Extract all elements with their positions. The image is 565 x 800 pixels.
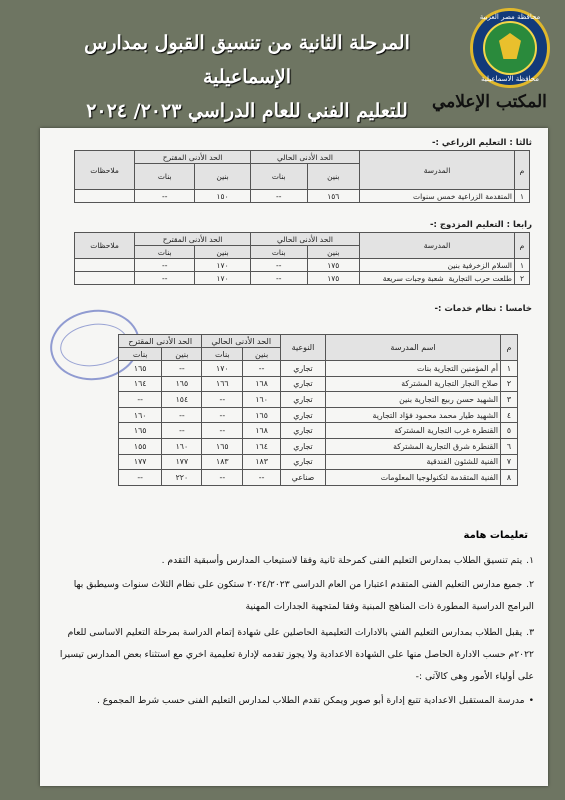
cell-prop-boys: ١٧٧ (162, 454, 202, 470)
cell-school: المتقدمة الزراعية خمس سنوات (360, 190, 515, 203)
cell-cur-girls: -- (250, 190, 307, 203)
cell-school: القنطرة شرق التجارية المشتركة (326, 438, 501, 454)
cell-num: ٢ (515, 272, 530, 285)
col-girls: بنات (202, 348, 243, 361)
cell-cur-girls: -- (202, 423, 243, 439)
cell-prop-boys: ١٥٤ (162, 392, 202, 408)
table-row (119, 392, 518, 408)
col-boys: بنين (307, 164, 359, 190)
table-row (119, 407, 518, 423)
school-branch: شعبة وجبات سريعة (382, 273, 444, 283)
cell-cur-girls: ١٨٣ (202, 454, 243, 470)
cell-cur-girls: ١٧٠ (202, 361, 243, 377)
col-proposed: الحد الأدنى المقترح (135, 233, 251, 246)
instructions-heading: تعليمات هامة (463, 530, 528, 541)
col-current: الحد الأدنى الحالي (250, 233, 359, 246)
cell-prop-boys: ١٦٥ (162, 376, 202, 392)
title-line-2: للتعليم الفني للعام الدراسي ٢٠٢٣/ ٢٠٢٤ (86, 100, 408, 122)
col-current: الحد الأدنى الحالي (250, 151, 359, 164)
col-girls: بنات (250, 164, 307, 190)
cell-prop-girls: -- (119, 470, 162, 486)
col-proposed: الحد الأدنى المقترح (135, 151, 251, 164)
cell-prop-boys: ١٧٠ (195, 259, 251, 272)
cell-type: تجاري (281, 423, 326, 439)
cell-school (360, 272, 515, 285)
col-boys: بنين (195, 246, 251, 259)
cell-notes (75, 259, 135, 272)
item-text: جميع مدارس التعليم الفنى المتقدم اعتبارا من العام الدراسى ٢٠٢٤/٢٠٢٣ ستكون على نظام الثلاث سنوات وسيطبق بها البرامج الدراسية المطورة ذات المناهج المبنية وفقا لمتجهية الجدارات المهنية (73, 579, 534, 612)
agri-table (74, 150, 530, 203)
cell-school: القنطرة غرب التجارية المشتركة (326, 423, 501, 439)
services-table (118, 334, 518, 486)
table-row (75, 259, 530, 272)
cell-cur-boys: ١٧٥ (307, 259, 359, 272)
dual-table (74, 232, 530, 285)
eagle-icon (499, 33, 521, 59)
cell-prop-girls: -- (135, 259, 195, 272)
col-girls: بنات (250, 246, 307, 259)
table-row (119, 376, 518, 392)
cell-prop-boys: ٢٢٠ (162, 470, 202, 486)
cell-school: الفنية المتقدمة لتكنولوجيا المعلومات (326, 470, 501, 486)
cell-notes (75, 190, 135, 203)
cell-prop-boys: -- (162, 361, 202, 377)
col-school: المدرسة (360, 233, 515, 259)
bullet: • (528, 695, 534, 706)
cell-prop-boys: -- (162, 407, 202, 423)
cell-cur-boys: ١٦٠ (243, 392, 281, 408)
table-row (119, 454, 518, 470)
instruction-item (52, 622, 534, 688)
cell-cur-girls: -- (250, 259, 307, 272)
col-num: م (501, 335, 518, 361)
cell-prop-girls: -- (135, 272, 195, 285)
services-heading: خامسا : نظام خدمات :- (434, 304, 532, 314)
table-row (75, 272, 530, 285)
col-proposed: الحد الأدنى المقترح (119, 335, 202, 348)
cell-type: تجاري (281, 392, 326, 408)
instruction-item (52, 574, 534, 618)
cell-cur-girls: -- (202, 470, 243, 486)
cell-num: ٣ (501, 392, 518, 408)
cell-prop-boys: ١٥٠ (195, 190, 251, 203)
page-title (47, 26, 447, 128)
cell-cur-boys: ١٦٥ (243, 407, 281, 423)
col-type: النوعية (281, 335, 326, 361)
cell-prop-boys: -- (162, 423, 202, 439)
cell-school: الفنية للشئون الفندقية (326, 454, 501, 470)
school-name: طلعت حرب التجارية (448, 273, 512, 283)
cell-cur-boys: ١٦٨ (243, 376, 281, 392)
cell-cur-girls: ١٦٥ (202, 438, 243, 454)
logo-top-text: محافظة مصر العربية (479, 13, 541, 21)
instruction-item (52, 550, 534, 572)
col-girls: بنات (135, 164, 195, 190)
cell-type: صناعي (281, 470, 326, 486)
cell-school: الشهيد طيار محمد محمود فؤاد التجارية (326, 407, 501, 423)
cell-cur-boys: ١٦٤ (243, 438, 281, 454)
governorate-logo (470, 8, 550, 88)
cell-cur-girls: -- (202, 392, 243, 408)
cell-type: تجاري (281, 438, 326, 454)
cell-num: ١ (515, 259, 530, 272)
cell-prop-boys: ١٦٠ (162, 438, 202, 454)
item-number: ٢. (526, 579, 534, 590)
table-row (119, 361, 518, 377)
cell-notes (75, 272, 135, 285)
agri-heading: ثالثا : التعليم الزراعي :- (432, 138, 532, 148)
col-boys: بنين (243, 348, 281, 361)
table-row (119, 423, 518, 439)
cell-num: ٥ (501, 423, 518, 439)
col-num: م (515, 233, 530, 259)
cell-prop-girls: -- (135, 190, 195, 203)
title-line-1: المرحلة الثانية من تنسيق القبول بمدارس الإسماعيلية (84, 32, 410, 88)
cell-school: الشهيد حسن ربيع التجارية بنين (326, 392, 501, 408)
document-paper (40, 128, 548, 786)
cell-cur-boys: ١٦٨ (243, 423, 281, 439)
col-school: اسم المدرسة (326, 335, 501, 361)
col-boys: بنين (162, 348, 202, 361)
cell-prop-girls: -- (119, 392, 162, 408)
cell-num: ٢ (501, 376, 518, 392)
cell-type: تجاري (281, 361, 326, 377)
col-notes: ملاحظات (75, 151, 135, 190)
cell-school: أم المؤمنين التجارية بنات (326, 361, 501, 377)
cell-type: تجاري (281, 454, 326, 470)
logo-emblem (483, 21, 537, 75)
cell-school: صلاح النجار التجارية المشتركة (326, 376, 501, 392)
cell-prop-girls: ١٥٥ (119, 438, 162, 454)
item-text: مدرسة المستقبل الاعدادية تتبع إدارة أبو صوير ويمكن تقدم الطلاب لمدارس التعليم الفنى حسب شرط المجموع . (96, 695, 525, 706)
col-num: م (515, 151, 530, 190)
dual-heading: رابعا : التعليم المزدوج :- (430, 220, 532, 230)
cell-school: السلام الزخرفية بنين (360, 259, 515, 272)
cell-num: ٨ (501, 470, 518, 486)
table-row (119, 470, 518, 486)
cell-num: ٧ (501, 454, 518, 470)
cell-num: ١ (515, 190, 530, 203)
item-text: يقبل الطلاب بمدارس التعليم الفني بالادارات التعليمية الحاصلين على شهادة إتمام الدراسة بمرحلة التعليم الاساسى للعام ٢٠٢٢م حسب الادارة الحاصل منها على الشهادة الاعدادية ولا يجوز تقدمه لإدارة تعليمية اخري مع استثناء بعض المدارس تيسيرا على أولياء الأمور وهى كالآتى :- (59, 627, 534, 682)
cell-cur-boys: -- (243, 470, 281, 486)
cell-cur-girls: -- (250, 272, 307, 285)
item-number: ١. (526, 555, 534, 566)
item-number: ٣. (526, 627, 534, 638)
cell-cur-boys: ١٥٦ (307, 190, 359, 203)
logo-bottom-text: محافظة الاسماعيلية (481, 75, 539, 83)
cell-prop-girls: ١٦٠ (119, 407, 162, 423)
col-notes: ملاحظات (75, 233, 135, 259)
table-row (75, 190, 530, 203)
cell-num: ٤ (501, 407, 518, 423)
services-rows (119, 361, 518, 486)
col-boys: بنين (195, 164, 251, 190)
cell-cur-girls: -- (202, 407, 243, 423)
cell-prop-girls: ١٧٧ (119, 454, 162, 470)
cell-cur-boys: ١٨٣ (243, 454, 281, 470)
col-school: المدرسة (360, 151, 515, 190)
cell-type: تجاري (281, 376, 326, 392)
cell-type: تجاري (281, 407, 326, 423)
cell-prop-girls: ١٦٥ (119, 361, 162, 377)
cell-prop-girls: ١٦٥ (119, 423, 162, 439)
table-row (119, 438, 518, 454)
col-current: الحد الأدنى الحالي (202, 335, 281, 348)
cell-num: ٦ (501, 438, 518, 454)
cell-cur-girls: ١٦٦ (202, 376, 243, 392)
cell-cur-boys: -- (243, 361, 281, 377)
col-boys: بنين (307, 246, 359, 259)
cell-prop-boys: ١٧٠ (195, 272, 251, 285)
cell-prop-girls: ١٦٤ (119, 376, 162, 392)
cell-num: ١ (501, 361, 518, 377)
col-girls: بنات (135, 246, 195, 259)
media-office-label: المكتب الإعلامي (432, 92, 547, 112)
cell-cur-boys: ١٧٥ (307, 272, 359, 285)
item-text: يتم تنسيق الطلاب بمدارس التعليم الفنى كمرحلة ثانية وفقا لاستيعاب المدارس وأسبقية التقدم . (161, 555, 523, 566)
col-girls: بنات (119, 348, 162, 361)
instruction-item (52, 690, 534, 712)
